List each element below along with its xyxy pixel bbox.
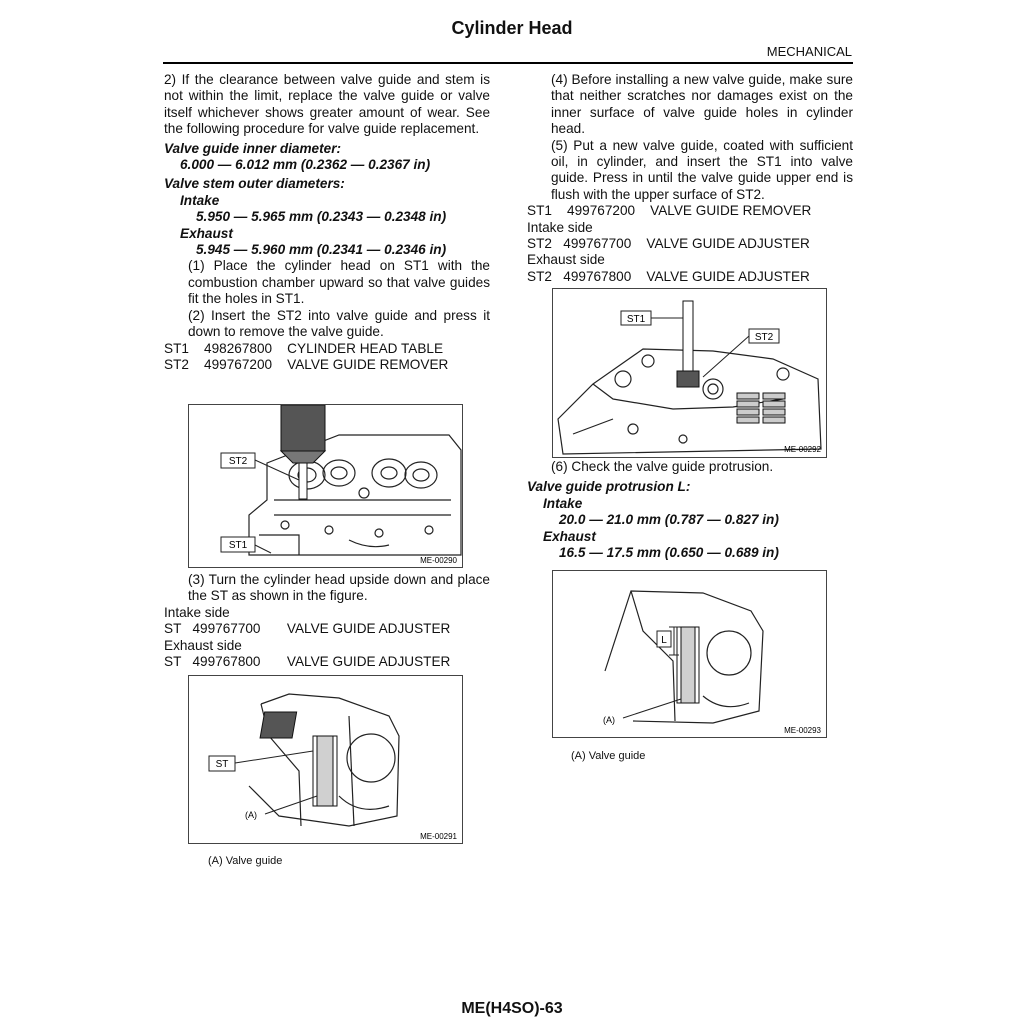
right-tool-line-1: ST1 499767200 VALVE GUIDE REMOVER (527, 203, 812, 219)
header-rule (163, 62, 853, 64)
fig1-label-st2: ST2 (228, 456, 248, 467)
step-6-text: (6) Check the valve guide protrusion. (551, 459, 774, 474)
fig4-caption: (A) Valve guide (571, 750, 646, 762)
step-3-text: (3) Turn the cylinder head upside down and place the ST as shown in the figure. (188, 572, 490, 604)
fig2-label-st: ST (215, 759, 229, 770)
fig4-label-a: (A) (603, 715, 615, 725)
spec-inner-value: 6.000 — 6.012 mm (0.2362 — 0.2367 in) (180, 157, 431, 173)
exhaust-value: 5.945 — 5.960 mm (0.2341 — 0.2346 in) (196, 242, 447, 258)
right-intake-side-label: Intake side (527, 219, 593, 235)
right-tool-line-3: ST2 499767800 VALVE GUIDE ADJUSTER (527, 268, 810, 284)
fig3-label-st1: ST1 (626, 314, 646, 325)
fig4-code: ME-00293 (784, 726, 821, 735)
step-2-text: 2) If the clearance between valve guide and stem is not within the limit, replace the valve guide or valve itself whichever shows greater amount of wear. See the following procedure for valve guide replacement. (164, 72, 490, 137)
right-tool-line-2: ST2 499767700 VALVE GUIDE ADJUSTER (527, 236, 810, 252)
protrusion-intake-value: 20.0 — 21.0 mm (0.787 — 0.827 in) (559, 512, 779, 528)
right-exhaust-side-label: Exhaust side (527, 252, 605, 268)
fig1-label-st1: ST1 (228, 540, 248, 551)
right-column-lower (527, 459, 853, 561)
left-column (164, 72, 490, 373)
fig2-code: ME-00291 (420, 832, 457, 841)
step-1-text: (1) Place the cylinder head on ST1 with the combustion chamber upward so that valve guides fit the holes in ST1. (188, 258, 490, 307)
protrusion-label: Valve guide protrusion L: (527, 479, 691, 495)
protrusion-exhaust-label: Exhaust (543, 528, 596, 544)
exhaust-side-label: Exhaust side (164, 637, 242, 653)
figure-valve-guide-protrusion (552, 570, 827, 738)
tool-line-2: ST2 499767200 VALVE GUIDE REMOVER (164, 356, 449, 372)
step-5-text: (5) Put a new valve guide, coated with sufficient oil, in cylinder, and insert the ST1 into valve guide. Press in until the valve guide upper end is flush with the upper surface of ST2. (551, 137, 853, 202)
fig4-label-l: L (661, 635, 667, 646)
figure-valve-guide-press (552, 288, 827, 458)
spec-stem-label: Valve stem outer diameters: (164, 176, 345, 192)
intake-side-label: Intake side (164, 604, 230, 620)
figure-valve-guide-removal (188, 404, 463, 568)
spec-inner-label: Valve guide inner diameter: (164, 140, 342, 156)
section-name: MECHANICAL (766, 44, 852, 59)
intake-label: Intake (180, 192, 220, 208)
tool-line-4: ST 499767800 VALVE GUIDE ADJUSTER (164, 654, 451, 670)
fig2-caption: (A) Valve guide (208, 855, 283, 867)
right-column (527, 72, 853, 285)
left-column-lower (164, 572, 490, 670)
page-title: Cylinder Head (451, 18, 573, 38)
exhaust-label: Exhaust (180, 225, 233, 241)
page-number: ME(H4SO)-63 (461, 1000, 563, 1017)
protrusion-exhaust-value: 16.5 — 17.5 mm (0.650 — 0.689 in) (559, 545, 779, 561)
figure-valve-guide-install (188, 675, 463, 844)
protrusion-intake-label: Intake (543, 495, 583, 511)
step-2b-text: (2) Insert the ST2 into valve guide and press it down to remove the valve guide. (188, 307, 490, 340)
intake-value: 5.950 — 5.965 mm (0.2343 — 0.2348 in) (196, 209, 447, 225)
fig1-code: ME-00290 (420, 556, 457, 565)
tool-line-1: ST1 498267800 CYLINDER HEAD TABLE (164, 340, 444, 356)
fig2-label-a: (A) (245, 810, 257, 820)
fig3-code: ME-00292 (784, 445, 821, 454)
fig3-label-st2: ST2 (754, 332, 774, 343)
tool-line-3: ST 499767700 VALVE GUIDE ADJUSTER (164, 621, 451, 637)
step-4-text: (4) Before installing a new valve guide, make sure that neither scratches nor damages exist on the inner surface of valve guide holes in cylinder head. (551, 72, 853, 137)
